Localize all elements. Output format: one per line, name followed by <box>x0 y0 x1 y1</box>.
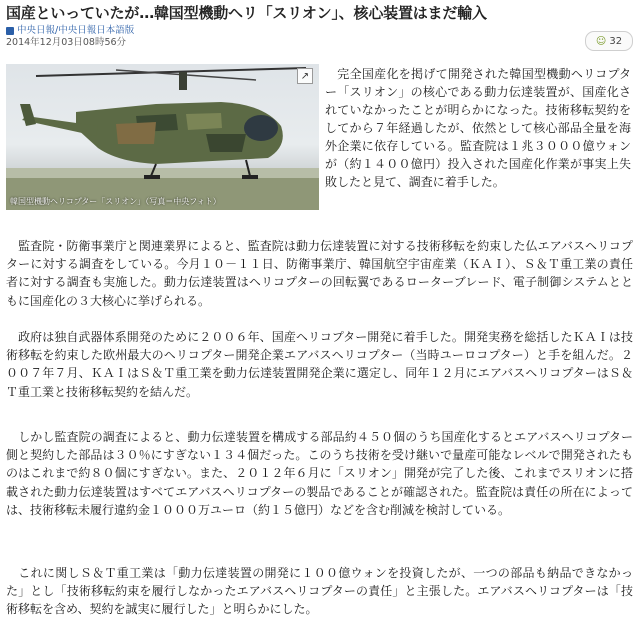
helicopter-image <box>6 64 319 210</box>
comment-count: 32 <box>609 35 623 47</box>
photo-caption: 韓国型機動ヘリコプター「スリオン」（写真＝中央フォト） <box>10 197 221 206</box>
body-paragraph-3: しかし監査院の調査によると、動力伝達装置を構成する部品約４５０個のうち国産化するとエアバスヘリコプター側と契約した部品は３０％にすぎない１３４個だった。このうち技術を受け継いで量産可能なレベルで開発されたものはこれまで約８０個にすぎない。また、２０１２年６月に「スリオン」開発が完了した後、これまでスリオンに搭載された動力伝達装置はすべてエアバスヘリコプターの製品であることが確認された。監査院は責任の所在によっては、技術移転未履行違約金１０００万ユーロ（約１５億円）などを含む削減を検討している。 <box>6 430 633 517</box>
publish-date: 2014年12月03日08時56分 <box>6 37 127 48</box>
article-meta <box>6 25 306 49</box>
source-line[interactable] <box>6 25 306 37</box>
headline: 国産といっていたが…韓国型機動ヘリ「スリオン」、核心装置はまだ輸入 <box>6 4 487 22</box>
lead-paragraph: 完全国産化を掲げて開発された韓国型機動ヘリコプター「スリオン」の核心である動力伝達装置が、国産化されていなかったことが明らかになった。技術移転契約をしてから７年経過したが、依然として核心部品全量を海外企業に依存している。監査院は１兆３０００億ウォンが（約１４００億円）投入された国産化作業が事実上失敗したと見て、調査に着手した。 <box>325 67 631 189</box>
comment-icon: ☺ <box>595 35 607 47</box>
article-photo[interactable] <box>6 64 319 210</box>
body-paragraph-1: 監査院・防衛事業庁と関連業界によると、監査院は動力伝達装置に対する技術移転を約束した仏エアバスヘリコプターに対する調査をしている。今月１０－１１日、防衛事業庁、韓国航空宇宙産業（ＫＡＩ）、Ｓ＆Ｔ重工業の責任者に対する調査も実施した。動力伝達装置はヘリコプターの回転翼であるローターブレード、電子制御システムとともに国産化の３大核心に挙げられる。 <box>6 239 633 308</box>
body-paragraph-2: 政府は独自武器体系開発のために２００６年、国産ヘリコプター開発に着手した。開発実務を総括したＫＡＩは技術移転を約束した欧州最大のヘリコプター開発企業エアバスヘリコプター（当時ユーロコプター）と手を組んだ。２００７年７月、ＫＡＩはＳ＆Ｔ重工業を動力伝達装置開発企業に選定し、同年１２月にエアバスヘリコプターはＳ＆Ｔ重工業と技術移転契約を結んだ。 <box>6 330 633 399</box>
source-link[interactable]: 中央日報/中央日報日本語版 <box>17 25 135 36</box>
comment-count-button[interactable] <box>585 31 633 51</box>
joongang-logo-icon <box>6 27 14 35</box>
expand-image-icon[interactable]: ↗ <box>297 68 313 84</box>
body-paragraph-4: これに関しＳ＆Ｔ重工業は「動力伝達装置の開発に１００億ウォンを投資したが、一つの部品も納品できなかった」とし「技術移転約束を履行しなかったエアバスヘリコプターの責任」と主張した。エアバスヘリコプターは「技術移転を含め、契約を誠実に履行した」と明らかにした。 <box>6 566 633 617</box>
